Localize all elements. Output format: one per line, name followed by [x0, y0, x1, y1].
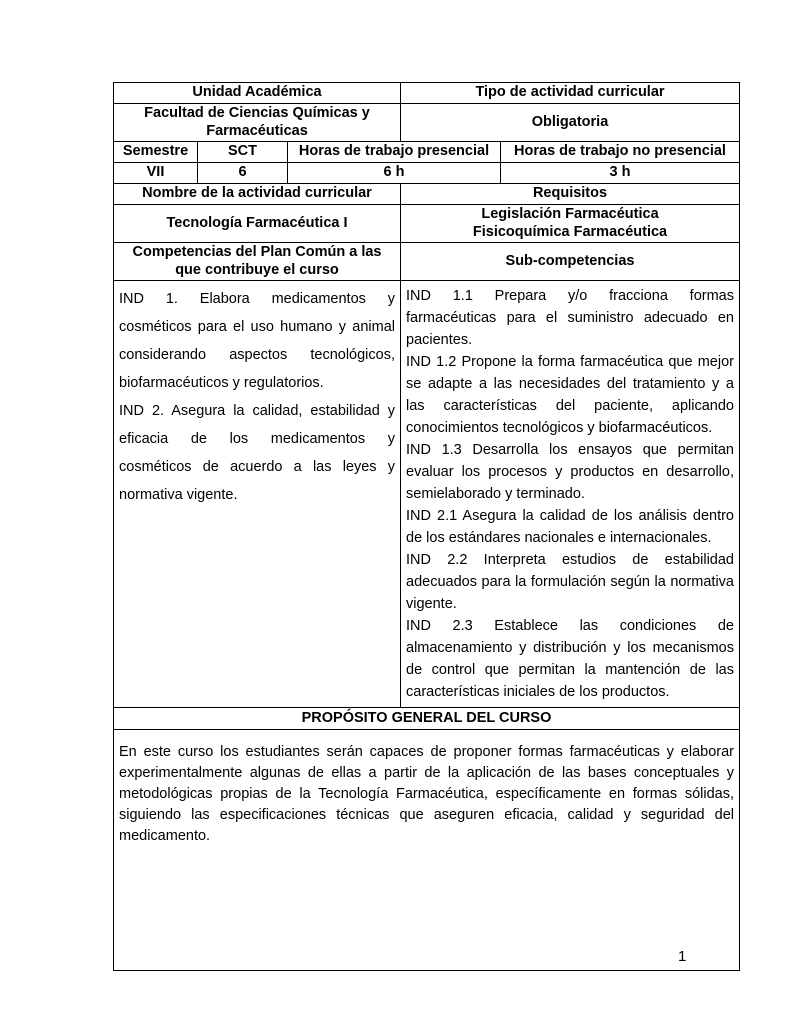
course-info-table: [113, 82, 740, 971]
subcompetencias-content-cell: [401, 281, 739, 707]
row-horas-headers: [114, 142, 739, 163]
obligatoria-cell: Obligatoria: [531, 113, 609, 130]
row-competencias-headers: [114, 243, 739, 281]
proposito-body-cell: En este curso los estudiantes serán capaces de proponer formas farmacéuticas y elaborar experimentalmente algunas de ellas a partir de la aplicación de las bases conceptuales y metodológicas propias de la Tecnología Farmacéutica, específicamente en formas sólidas, siguiendo las especificaciones técnicas que aseguren eficacia, calidad y seguridad del medicamento.: [119, 744, 734, 844]
competencia-item: IND 2. Asegura la calidad, estabilidad y eficacia de los medicamentos y cosméticos de acuerdo a las leyes y normativa vigente.: [119, 403, 395, 503]
nombre-actividad-header-cell: Nombre de la actividad curricular: [114, 184, 401, 204]
subcompetencia-item: IND 2.1 Asegura la calidad de los análisis dentro de los estándares nacionales e internacionales.: [406, 508, 734, 546]
subcompetencia-item: IND 1.3 Desarrolla los ensayos que permitan evaluar los procesos y productos en desarrollo, semielaborado y terminado.: [406, 442, 734, 502]
tipo-actividad-header-cell: Tipo de actividad curricular: [475, 84, 665, 101]
subcompetencia-item: IND 2.3 Establece las condiciones de almacenamiento y distribución y los mecanismos de control que permitan la mantención de las características iniciales de los productos.: [406, 618, 734, 700]
sct-header-cell: SCT: [198, 142, 288, 162]
facultad-cell: Facultad de Ciencias Químicas y Farmacéuticas: [114, 104, 401, 141]
competencias-header-cell: Competencias del Plan Común a las que contribuye el curso: [114, 243, 401, 280]
row-horas-values: [114, 163, 739, 184]
semestre-header-cell: Semestre: [114, 142, 198, 162]
competencias-content-cell: [114, 281, 401, 707]
subcompetencia-item: IND 1.1 Prepara y/o fracciona formas farmacéuticas para el suministro adecuado en pacientes.: [406, 288, 734, 348]
proposito-title-cell: PROPÓSITO GENERAL DEL CURSO: [301, 709, 552, 726]
competencia-item: IND 1. Elabora medicamentos y cosméticos para el uso humano y animal considerando aspectos tecnológicos, biofarmacéuticos y regulatorios.: [119, 291, 395, 391]
requisito-item: Legislación Farmacéutica: [481, 206, 659, 222]
requisitos-header-cell: Requisitos: [532, 185, 608, 202]
row-facultad-obligatoria: [114, 104, 739, 142]
requisito-item: Fisicoquímica Farmacéutica: [472, 223, 668, 240]
semestre-value-cell: VII: [114, 163, 198, 183]
row-competencias-content: [114, 281, 739, 708]
subcompetencia-item: IND 1.2 Propone la forma farmacéutica que mejor se adapte a las necesidades del tratamiento y a las características del paciente, aplicando conocimientos tecnológicos y biofarmacéuticos.: [406, 354, 734, 436]
row-proposito-title: [114, 708, 739, 730]
nombre-actividad-value-cell: Tecnología Farmacéutica I: [114, 205, 401, 242]
subcompetencia-item: IND 2.2 Interpreta estudios de estabilidad adecuados para la formulación según la normativa vigente.: [406, 552, 734, 612]
unidad-academica-header-cell: Unidad Académica: [114, 83, 401, 103]
row-nombre-requisitos-values: [114, 205, 739, 243]
horas-no-presencial-value-cell: 3 h: [609, 164, 631, 181]
subcompetencias-header-cell: Sub-competencias: [505, 252, 635, 269]
sct-value-cell: 6: [198, 163, 288, 183]
row-unidad-tipo: [114, 83, 739, 104]
row-proposito-body: [114, 730, 739, 970]
horas-presencial-header-cell: Horas de trabajo presencial: [288, 142, 501, 162]
row-nombre-requisitos-headers: [114, 184, 739, 205]
horas-no-presencial-header-cell: Horas de trabajo no presencial: [514, 143, 726, 160]
horas-presencial-value-cell: 6 h: [288, 163, 501, 183]
requisitos-value-cell: [401, 205, 739, 242]
page-number: 1: [678, 948, 687, 965]
